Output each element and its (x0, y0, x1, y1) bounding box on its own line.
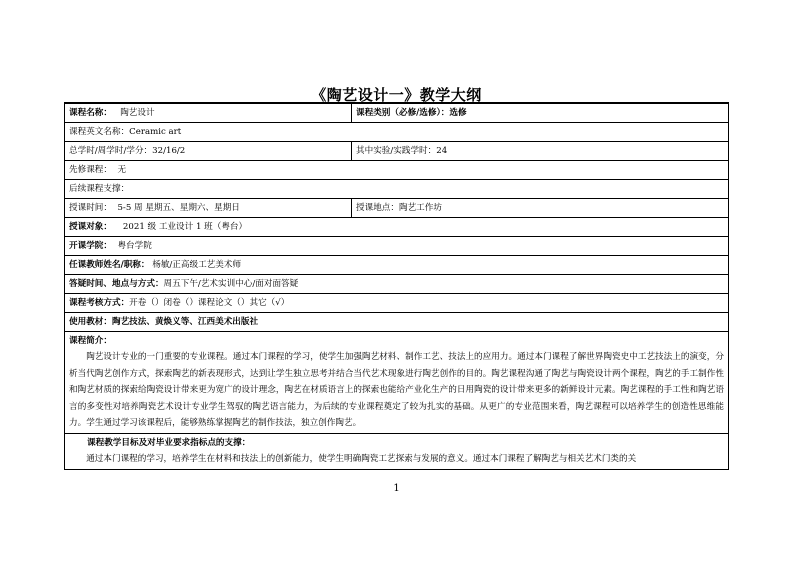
qa-label: 答疑时间、地点与方式： (69, 279, 164, 289)
intro-cell (65, 332, 729, 434)
table-row (65, 103, 729, 123)
intro-label: 课程简介： (69, 336, 112, 346)
table-row (65, 275, 729, 294)
followup-label: 后续课程支撑： (69, 184, 130, 194)
english-name-label: 课程英文名称： (69, 127, 130, 137)
table-row (65, 332, 729, 434)
course-category-cell (352, 103, 729, 123)
table-row (65, 161, 729, 180)
teacher-cell (65, 256, 729, 275)
audience-label: 授课对象： (69, 222, 112, 232)
table-row (65, 218, 729, 237)
table-row (65, 256, 729, 275)
table-row (65, 123, 729, 142)
audience-cell (65, 218, 729, 237)
qa-value: 周五下午/艺术实训中心/面对面答疑 (163, 279, 299, 289)
lab-hours-value: 24 (436, 146, 448, 156)
goals-cell (65, 433, 729, 469)
table-row (65, 294, 729, 313)
college-cell (65, 237, 729, 256)
textbook-value: 陶艺技法、黄焕义等、江西美术出版社 (111, 317, 259, 327)
table-row (65, 142, 729, 161)
followup-cell (65, 180, 729, 199)
audience-value: 2021 级 工业设计 1 班（粤台） (122, 222, 248, 232)
intro-text: 陶艺设计专业的一门重要的专业课程。通过本门课程的学习，使学生加强陶艺材料、制作工艺、技法上的应用力。通过本门课程了解世界陶瓷史中工艺技法上的演变，分析当代陶艺创作方式，探索陶艺的新表现形式，达到让学生独立思考并结合当代艺术现象进行陶艺创作的目的。陶艺课程沟通了陶艺与陶瓷设计两个课程，陶艺的手工制作性和陶艺材质的探索给陶瓷设计带来更为宽广的设计理念，陶艺在材质语言上的探索也能给产业化生产的日用陶瓷的设计带来更多的新鲜设计元素。陶艺课程的手工性和陶艺语言的多变性对培养陶瓷艺术设计专业学生驾驭的陶艺语言能力，为后续的专业课程奠定了较为扎实的基础。从更广的专业范围来看，陶艺课程可以培养学生的创造性思维能力。学生通过学习该课程后，能够熟练掌握陶艺的制作技法，独立创作陶艺。 (69, 352, 724, 429)
time-value: 5-5 周 星期五、星期六、星期日 (117, 203, 240, 213)
goals-text: 通过本门课程的学习，培养学生在材料和技法上的创新能力，使学生明确陶瓷工艺探索与发展的意义。通过本门课程了解陶艺与相关艺术门类的关 (86, 453, 637, 464)
assessment-value: 开卷（）闭卷（）课程论文（）其它（√） (129, 298, 290, 308)
college-label: 开课学院： (69, 241, 112, 251)
course-category-value: 选修 (449, 108, 467, 118)
teacher-value: 杨敏/正高级工艺美术师 (152, 260, 242, 270)
course-category-label: 课程类别（必修/选修）： (356, 108, 450, 118)
location-value: 陶艺工作坊 (398, 203, 442, 213)
lab-hours-cell (352, 142, 729, 161)
table-row (65, 433, 729, 469)
course-name-value: 陶艺设计 (120, 108, 155, 118)
english-name-value: Ceramic art (129, 127, 182, 137)
page-number: 1 (393, 483, 400, 494)
prereq-label: 先修课程： (69, 165, 112, 175)
qa-cell (65, 275, 729, 294)
textbook-label: 使用教材： (69, 317, 112, 327)
assessment-label: 课程考核方式： (69, 298, 130, 308)
hours-label: 总学时/周学时/学分： (69, 146, 153, 156)
goals-label: 课程教学目标及对毕业要求指标点的支撑： (87, 437, 251, 448)
location-label: 授课地点： (356, 203, 399, 213)
lab-hours-label: 其中实验/实践学时： (356, 146, 437, 156)
prereq-value: 无 (117, 165, 127, 175)
hours-cell (65, 142, 352, 161)
table-row (65, 313, 729, 332)
table-row (65, 199, 729, 218)
location-cell (352, 199, 729, 218)
hours-value: 32/16/2 (152, 146, 186, 156)
teacher-label: 任课教师姓名/职称： (69, 260, 150, 270)
course-name-label: 课程名称： (69, 108, 112, 118)
time-cell (65, 199, 352, 218)
college-value: 粤台学院 (117, 241, 152, 251)
page-title: 《陶艺设计一》教学大纲 (311, 86, 482, 104)
table-row (65, 180, 729, 199)
textbook-cell (65, 313, 729, 332)
english-name-cell (65, 123, 729, 142)
prereq-cell (65, 161, 729, 180)
course-name-cell (65, 103, 352, 123)
table-row (65, 237, 729, 256)
assessment-cell (65, 294, 729, 313)
time-label: 授课时间： (69, 203, 112, 213)
syllabus-table (64, 102, 729, 470)
